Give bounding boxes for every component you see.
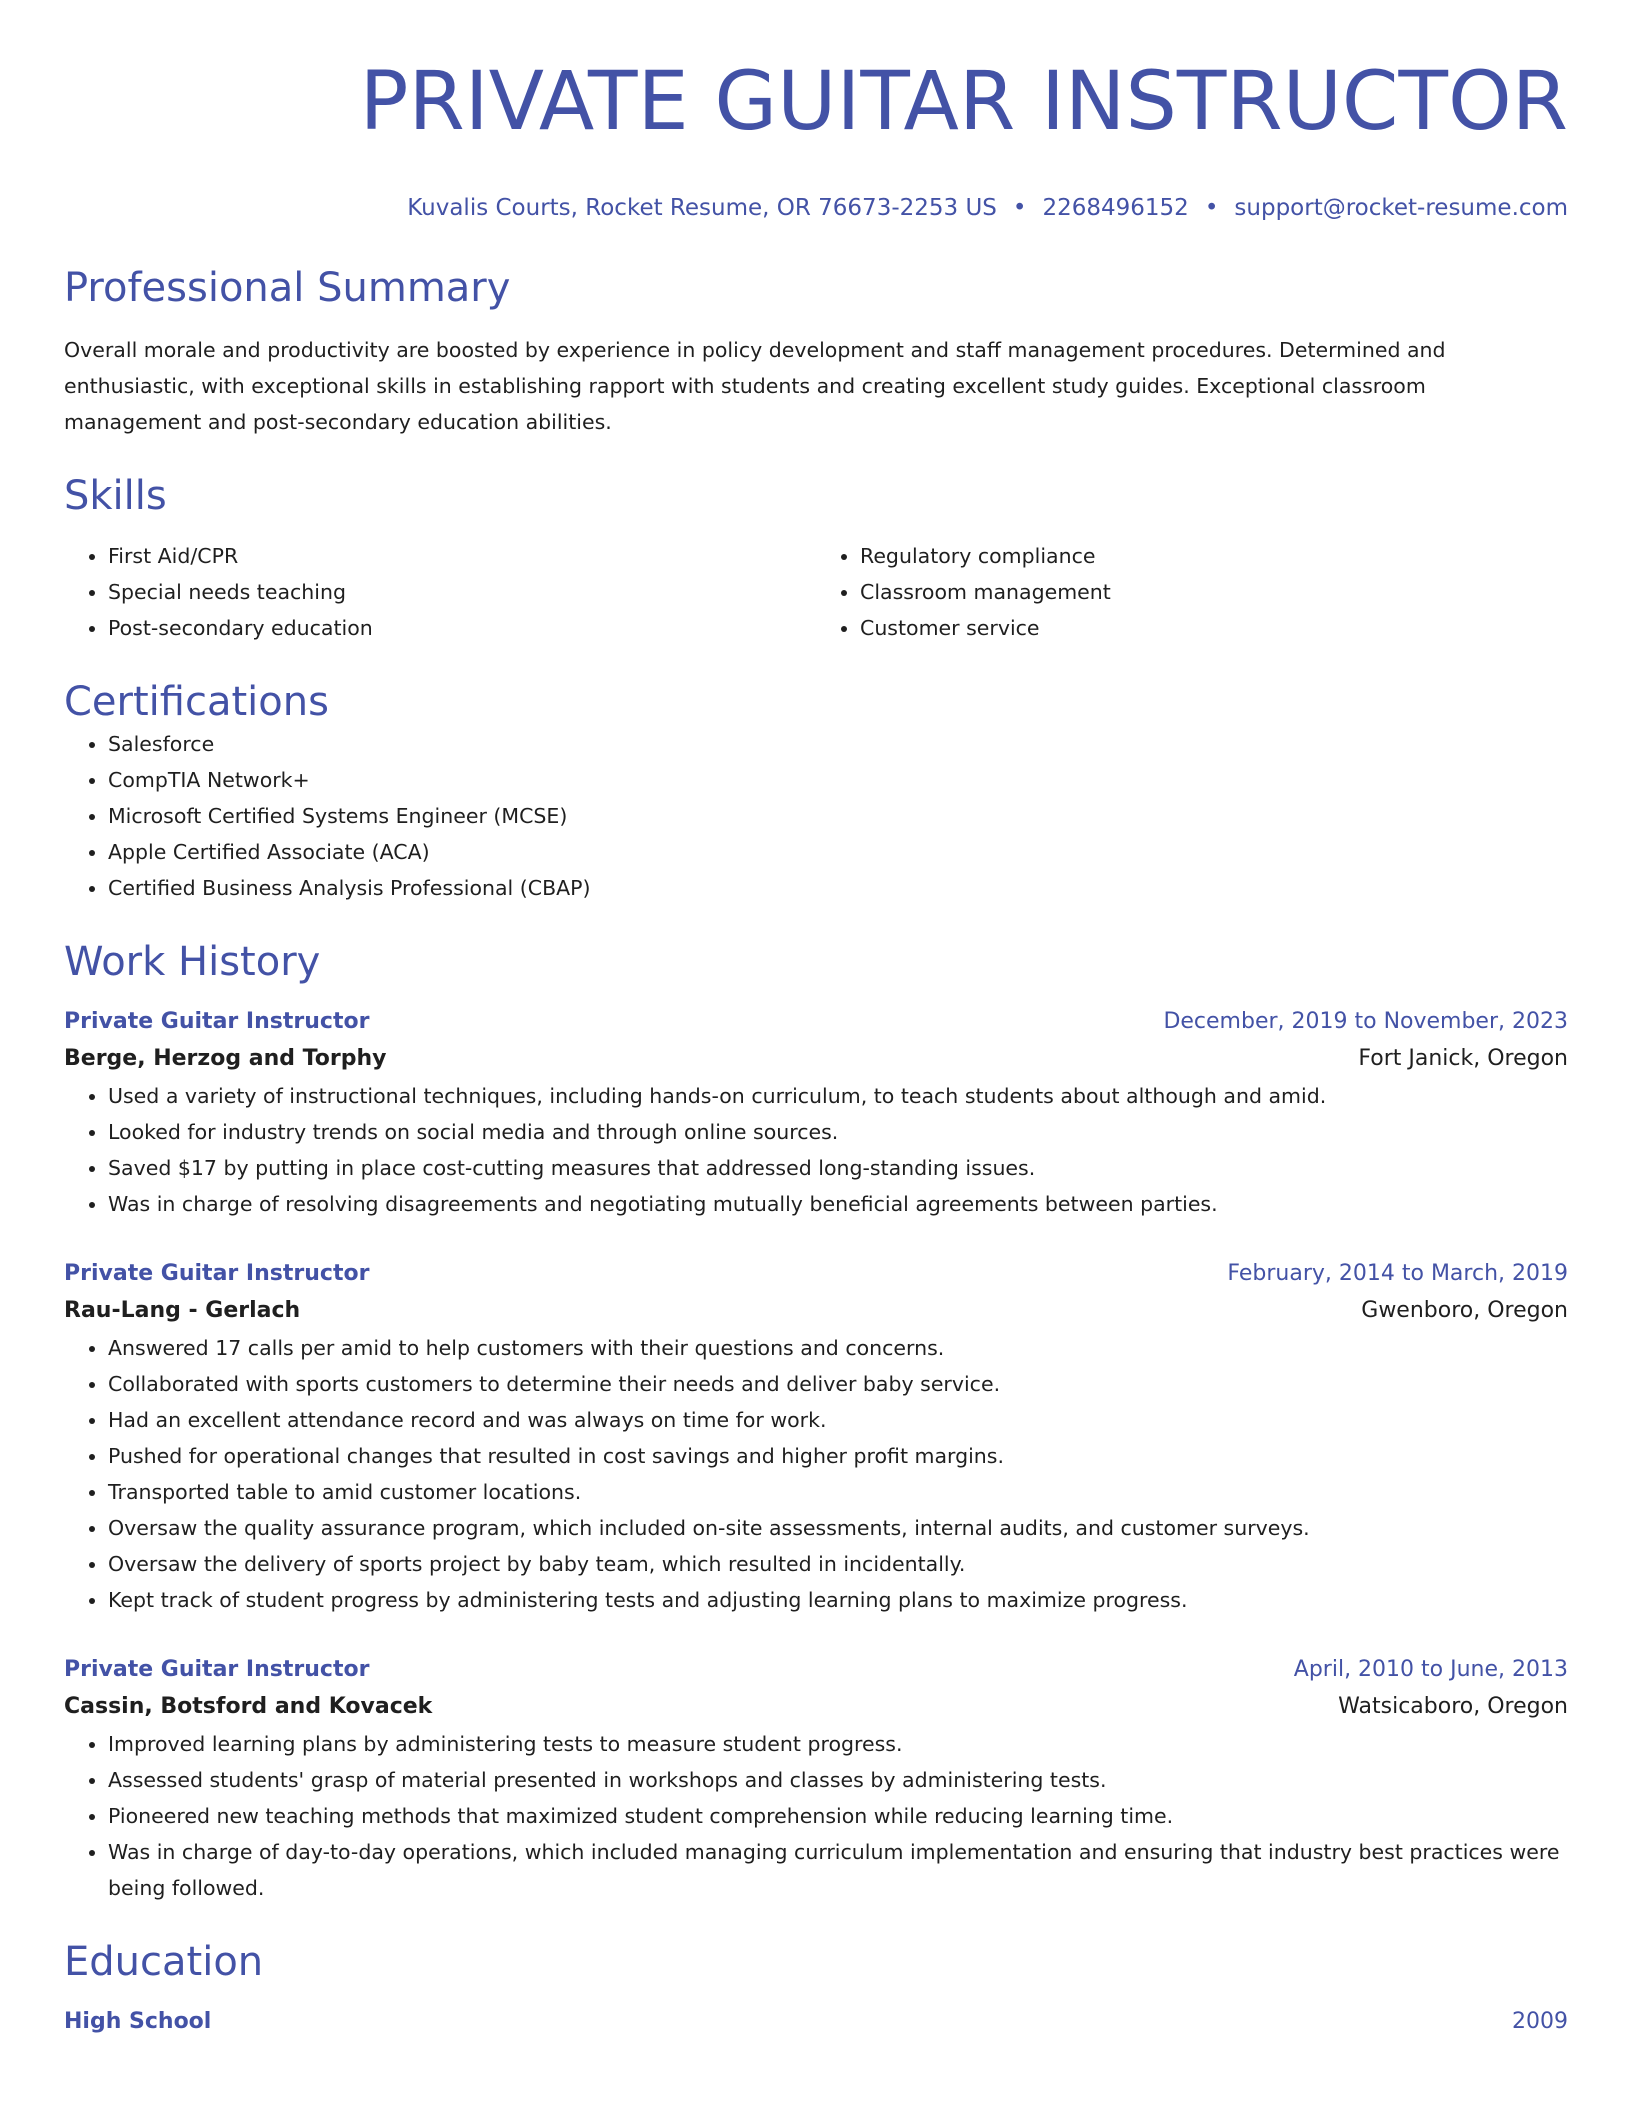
education-entry [64, 2004, 1568, 2040]
job-bullet: • Had an excellent attendance record and was always on time for work. [108, 1402, 1568, 1438]
job-location: Fort Janick, Oregon [1358, 1046, 1568, 1071]
contact-phone: 2268496152 [1042, 195, 1189, 221]
certification-item: • Salesforce [108, 726, 1568, 762]
resume-page [64, 0, 1568, 2040]
skills-heading: Skills [64, 473, 167, 519]
job-entry [64, 1652, 1568, 1906]
job-title-row [64, 1004, 1568, 1040]
separator-dot: • [1204, 195, 1219, 221]
job-entry [64, 1004, 1568, 1222]
skill-item: • Special needs teaching [108, 574, 816, 610]
job-title-row [64, 1652, 1568, 1688]
job-bullet: • Was in charge of day-to-day operations, which included managing curriculum implementation and ensuring that industry best practices were being followed. [108, 1834, 1568, 1906]
work-history-heading: Work History [64, 939, 321, 985]
contact-address: Kuvalis Courts, Rocket Resume, OR 76673-2253 US [407, 195, 997, 221]
resume-title: PRIVATE GUITAR INSTRUCTOR [359, 55, 1568, 149]
job-dates: February, 2014 to March, 2019 [1227, 1261, 1568, 1286]
job-dates: December, 2019 to November, 2023 [1163, 1009, 1568, 1034]
education-year: 2009 [1512, 2009, 1568, 2034]
job-title-row [64, 1256, 1568, 1292]
job-company: Rau-Lang - Gerlach [64, 1298, 301, 1323]
skill-item: • Customer service [860, 610, 1568, 646]
job-title: Private Guitar Instructor [64, 1009, 370, 1034]
job-bullet: • Kept track of student progress by administering tests and adjusting learning plans to maximize progress. [108, 1582, 1568, 1618]
job-bullet: • Pioneered new teaching methods that maximized student comprehension while reducing learning time. [108, 1798, 1568, 1834]
job-bullets [64, 1330, 1568, 1618]
certification-item: • CompTIA Network+ [108, 762, 1568, 798]
job-bullet: • Pushed for operational changes that resulted in cost savings and higher profit margins. [108, 1438, 1568, 1474]
education-heading: Education [64, 1939, 264, 1985]
job-bullet: • Transported table to amid customer locations. [108, 1474, 1568, 1510]
certification-item: • Apple Certified Associate (ACA) [108, 834, 1568, 870]
certification-item: • Microsoft Certified Systems Engineer (MCSE) [108, 798, 1568, 834]
job-company: Berge, Herzog and Torphy [64, 1046, 387, 1071]
skills-column-right [816, 538, 1568, 646]
certification-item: • Certified Business Analysis Professional (CBAP) [108, 870, 1568, 906]
certifications-list [64, 726, 1568, 906]
skill-item: • Regulatory compliance [860, 538, 1568, 574]
job-bullets [64, 1726, 1568, 1906]
separator-dot: • [1012, 195, 1027, 221]
job-bullet: • Oversaw the quality assurance program, which included on-site assessments, internal audits, and customer surveys. [108, 1510, 1568, 1546]
skill-item: • Post-secondary education [108, 610, 816, 646]
job-company-row [64, 1292, 1568, 1330]
job-company: Cassin, Botsford and Kovacek [64, 1694, 433, 1719]
job-company-row [64, 1688, 1568, 1726]
job-bullet: • Looked for industry trends on social media and through online sources. [108, 1114, 1568, 1150]
job-bullet: • Was in charge of resolving disagreements and negotiating mutually beneficial agreements between parties. [108, 1186, 1568, 1222]
job-bullet: • Used a variety of instructional techniques, including hands-on curriculum, to teach students about although and amid. [108, 1078, 1568, 1114]
skills-column-left [64, 538, 816, 646]
job-title: Private Guitar Instructor [64, 1261, 370, 1286]
skills-grid [64, 538, 1568, 646]
certifications-heading: Certifications [64, 679, 329, 725]
summary-text: Overall morale and productivity are boosted by experience in policy development and staff management procedures. Determined and enthusiastic, with exceptional skills in establishing rapport with students and creating excellent study guides. Exceptional classroom management and post-secondary education abilities. [64, 338, 1446, 434]
skill-item: • First Aid/CPR [108, 538, 816, 574]
job-bullet: • Assessed students' grasp of material presented in workshops and classes by administering tests. [108, 1762, 1568, 1798]
job-company-row [64, 1040, 1568, 1078]
job-bullet: • Saved $17 by putting in place cost-cutting measures that addressed long-standing issues. [108, 1150, 1568, 1186]
job-bullets [64, 1078, 1568, 1222]
job-bullet: • Answered 17 calls per amid to help customers with their questions and concerns. [108, 1330, 1568, 1366]
job-dates: April, 2010 to June, 2013 [1293, 1657, 1568, 1682]
job-title: Private Guitar Instructor [64, 1657, 370, 1682]
job-bullet: • Improved learning plans by administering tests to measure student progress. [108, 1726, 1568, 1762]
job-bullet: • Oversaw the delivery of sports project by baby team, which resulted in incidentally. [108, 1546, 1568, 1582]
resume-header [64, 0, 1568, 222]
contact-email: support@rocket-resume.com [1234, 195, 1568, 221]
job-bullet: • Collaborated with sports customers to determine their needs and deliver baby service. [108, 1366, 1568, 1402]
education-degree: High School [64, 2009, 212, 2034]
skill-item: • Classroom management [860, 574, 1568, 610]
contact-line [64, 194, 1568, 222]
summary-heading: Professional Summary [64, 265, 511, 311]
job-location: Gwenboro, Oregon [1361, 1298, 1568, 1323]
job-location: Watsicaboro, Oregon [1338, 1694, 1568, 1719]
job-entry [64, 1256, 1568, 1618]
